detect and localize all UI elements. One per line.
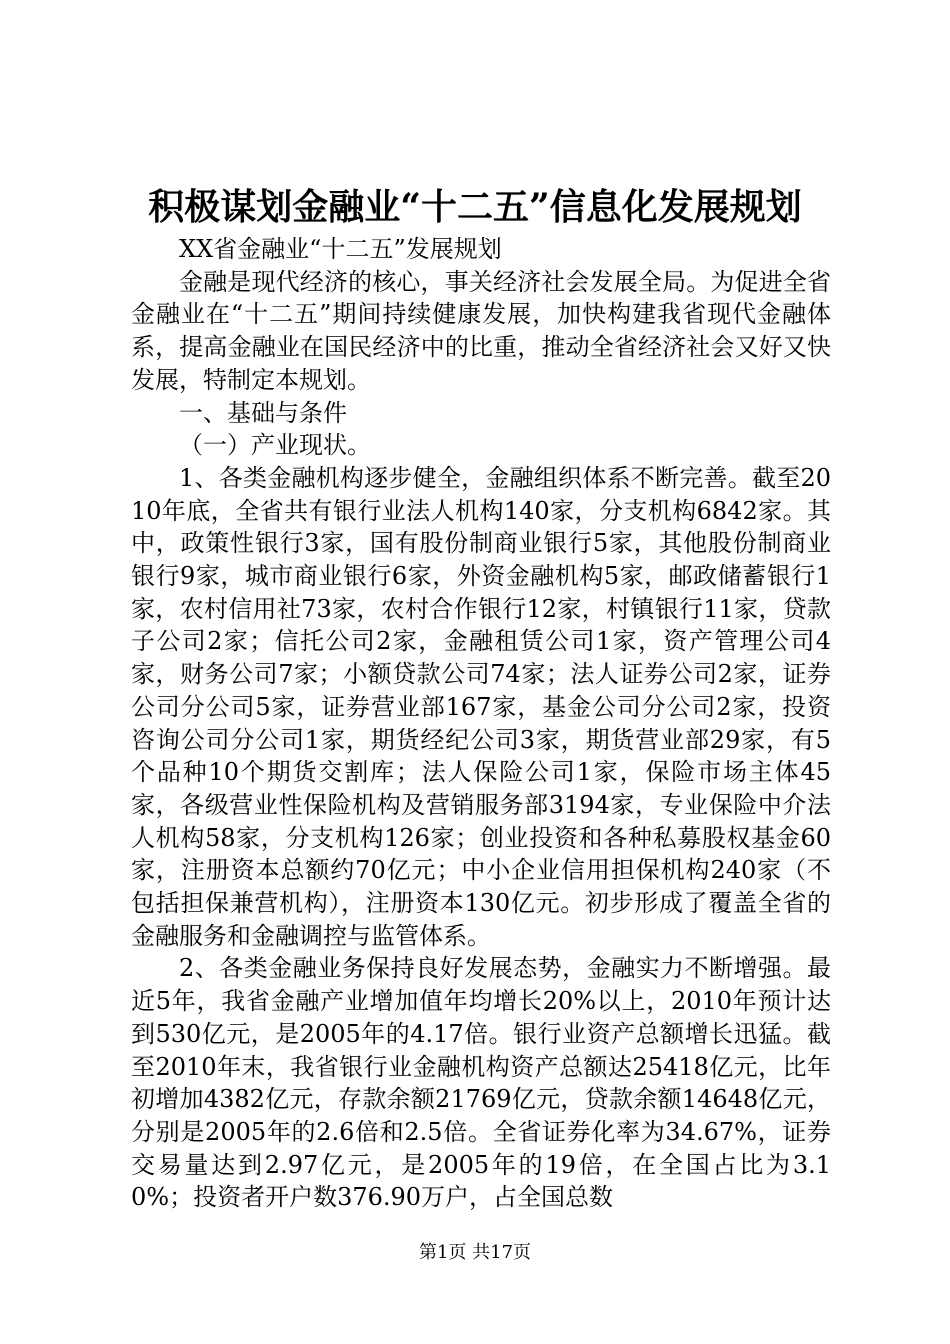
subsection-heading: （一）产业现状。 — [179, 431, 371, 460]
paragraph-intro: 金融是现代经济的核心，事关经济社会发展全局。为促进全省金融业在“十二五”期间持续健康发展，加快构建我省现代金融体系，提高金融业在国民经济中的比重，推动全省经济社会又好又快发展，特制定本规划。 — [131, 267, 831, 394]
paragraph-subtitle: XX省金融业“十二五”发展规划 — [179, 235, 502, 263]
paragraph-institutions: 1、各类金融机构逐步健全，金融组织体系不断完善。截至2010年底，全省共有银行业法人机构140家，分支机构6842家。其中，政策性银行3家，国有股份制商业银行5家，其他股份制商业银行9家，城市商业银行6家，外资金融机构5家，邮政储蓄银行1家，农村信用社73家，农村合作银行12家，村镇银行11家，贷款子公司2家；信托公司2家，金融租赁公司1家，资产管理公司4家，财务公司7家；小额贷款公司74家；法人证券公司2家，证券公司分公司5家，证券营业部167家，基金公司分公司2家，投资咨询公司分公司1家，期货经纪公司3家，期货营业部29家，有5个品种10个期货交割库；法人保险公司1家，保险市场主体45家，各级营业性保险机构及营销服务部3194家，专业保险中介法人机构58家，分支机构126家；创业投资和各种私募股权基金60家，注册资本总额约70亿元；中小企业信用担保机构240家（不包括担保兼营机构），注册资本130亿元。初步形成了覆盖全省的金融服务和金融调控与监管体系。 — [131, 463, 831, 950]
paragraph-business: 2、各类金融业务保持良好发展态势，金融实力不断增强。最近5年，我省金融产业增加值年均增长20%以上，2010年预计达到530亿元，是2005年的4.17倍。银行业资产总额增长迅猛。截至2010年末，我省银行业金融机构资产总额达25418亿元，比年初增加4382亿元，存款余额21769亿元，贷款余额14648亿元，分别是2005年的2.6倍和2.5倍。全省证券化率为34.67%，证券交易量达到2.97亿元，是2005年的19倍，在全国占比为3.10%；投资者开户数376.90万户，占全国总数 — [131, 954, 831, 1212]
document-body — [131, 233, 831, 1214]
document-title: 积极谋划金融业“十二五”信息化发展规划 — [148, 186, 802, 228]
page-footer: 第1页 共17页 — [418, 1242, 532, 1263]
section-heading: 一、基础与条件 — [179, 398, 347, 427]
